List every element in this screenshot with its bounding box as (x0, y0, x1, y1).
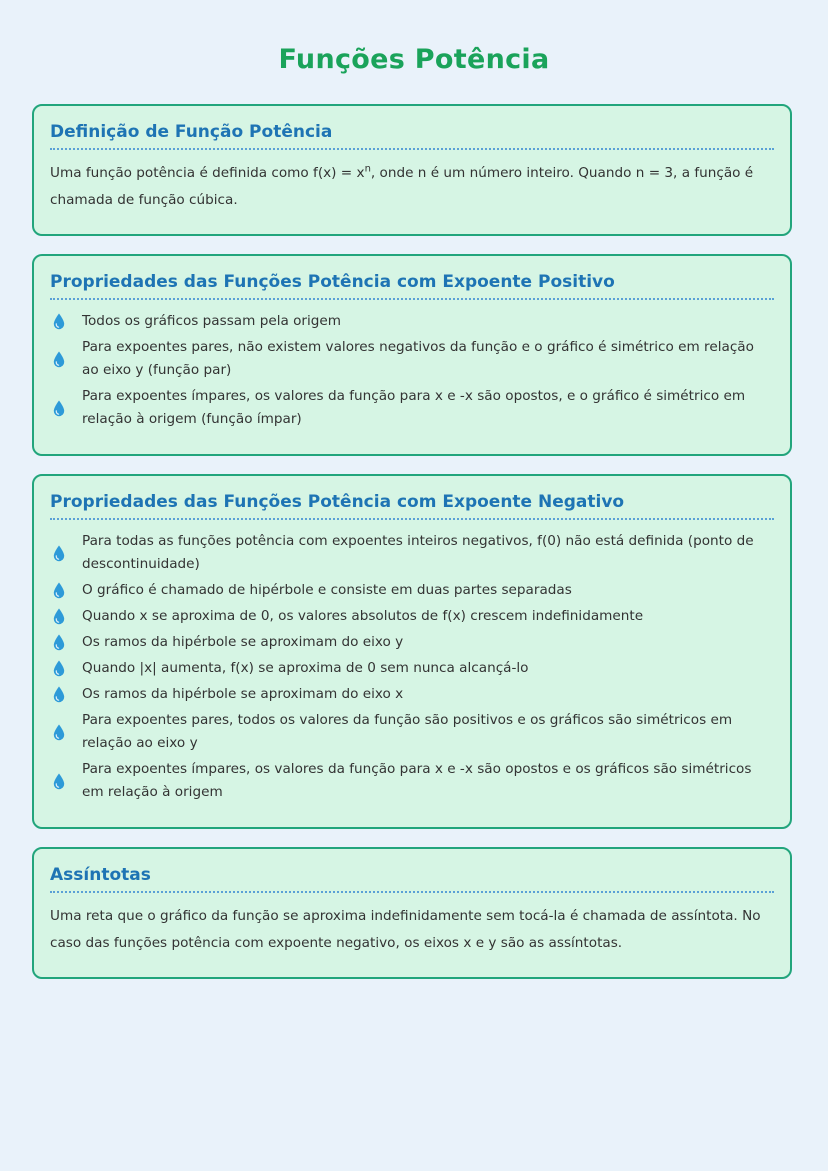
list-item (50, 758, 774, 804)
water-drop-icon (50, 608, 82, 625)
definition-text-pre: Uma função potência é definida como f(x) = x (50, 165, 365, 181)
asymptotes-heading: Assíntotas (50, 863, 774, 893)
water-drop-icon (50, 724, 82, 741)
list-item-text: Para todas as funções potência com expoentes inteiros negativos, f(0) não está definida (ponto de descontinuidade) (82, 533, 754, 572)
list-item (50, 631, 774, 654)
positive-exponent-heading: Propriedades das Funções Potência com Expoente Positivo (50, 270, 774, 300)
water-drop-icon (50, 582, 82, 599)
list-item (50, 683, 774, 706)
list-item (50, 709, 774, 755)
negative-exponent-list (50, 530, 774, 804)
water-drop-icon (50, 686, 82, 703)
list-item (50, 310, 774, 333)
asymptotes-section (32, 847, 792, 979)
water-drop-icon (50, 634, 82, 651)
list-item (50, 657, 774, 680)
definition-text-post: , onde n é um número inteiro. Quando n = 3, a função é chamada de função cúbica. (50, 165, 754, 208)
list-item-text: Para expoentes ímpares, os valores da função para x e -x são opostos, e o gráfico é simétrico em relação à origem (função ímpar) (82, 388, 746, 427)
positive-exponent-list (50, 310, 774, 431)
definition-text (50, 160, 774, 214)
water-drop-icon (50, 400, 82, 417)
page-title: Funções Potência (278, 44, 550, 75)
list-item (50, 530, 774, 576)
negative-exponent-heading: Propriedades das Funções Potência com Expoente Negativo (50, 490, 774, 520)
positive-exponent-section (32, 254, 792, 456)
list-item-text: Quando |x| aumenta, f(x) se aproxima de 0 sem nunca alcançá-lo (82, 660, 529, 676)
water-drop-icon (50, 545, 82, 562)
list-item-text: O gráfico é chamado de hipérbole e consiste em duas partes separadas (82, 582, 572, 598)
list-item-text: Para expoentes pares, todos os valores da função são positivos e os gráficos são simétricos em relação ao eixo y (82, 712, 733, 751)
exponent-n: n (364, 163, 371, 175)
water-drop-icon (50, 773, 82, 790)
negative-exponent-section (32, 474, 792, 829)
water-drop-icon (50, 313, 82, 330)
definition-heading: Definição de Função Potência (50, 120, 774, 150)
list-item (50, 385, 774, 431)
list-item-text: Os ramos da hipérbole se aproximam do eixo x (82, 686, 404, 702)
water-drop-icon (50, 351, 82, 368)
list-item (50, 336, 774, 382)
definition-section (32, 104, 792, 236)
asymptotes-text: Uma reta que o gráfico da função se aproxima indefinidamente sem tocá-la é chamada de assíntota. No caso das funções potência com expoente negativo, os eixos x e y são as assíntotas. (50, 908, 761, 951)
list-item-text: Para expoentes pares, não existem valores negativos da função e o gráfico é simétrico em relação ao eixo y (função par) (82, 339, 754, 378)
list-item (50, 579, 774, 602)
water-drop-icon (50, 660, 82, 677)
list-item-text: Os ramos da hipérbole se aproximam do eixo y (82, 634, 404, 650)
list-item-text: Para expoentes ímpares, os valores da função para x e -x são opostos e os gráficos são simétricos em relação à origem (82, 761, 752, 800)
list-item-text: Todos os gráficos passam pela origem (82, 313, 342, 329)
list-item (50, 605, 774, 628)
list-item-text: Quando x se aproxima de 0, os valores absolutos de f(x) crescem indefinidamente (82, 608, 644, 624)
